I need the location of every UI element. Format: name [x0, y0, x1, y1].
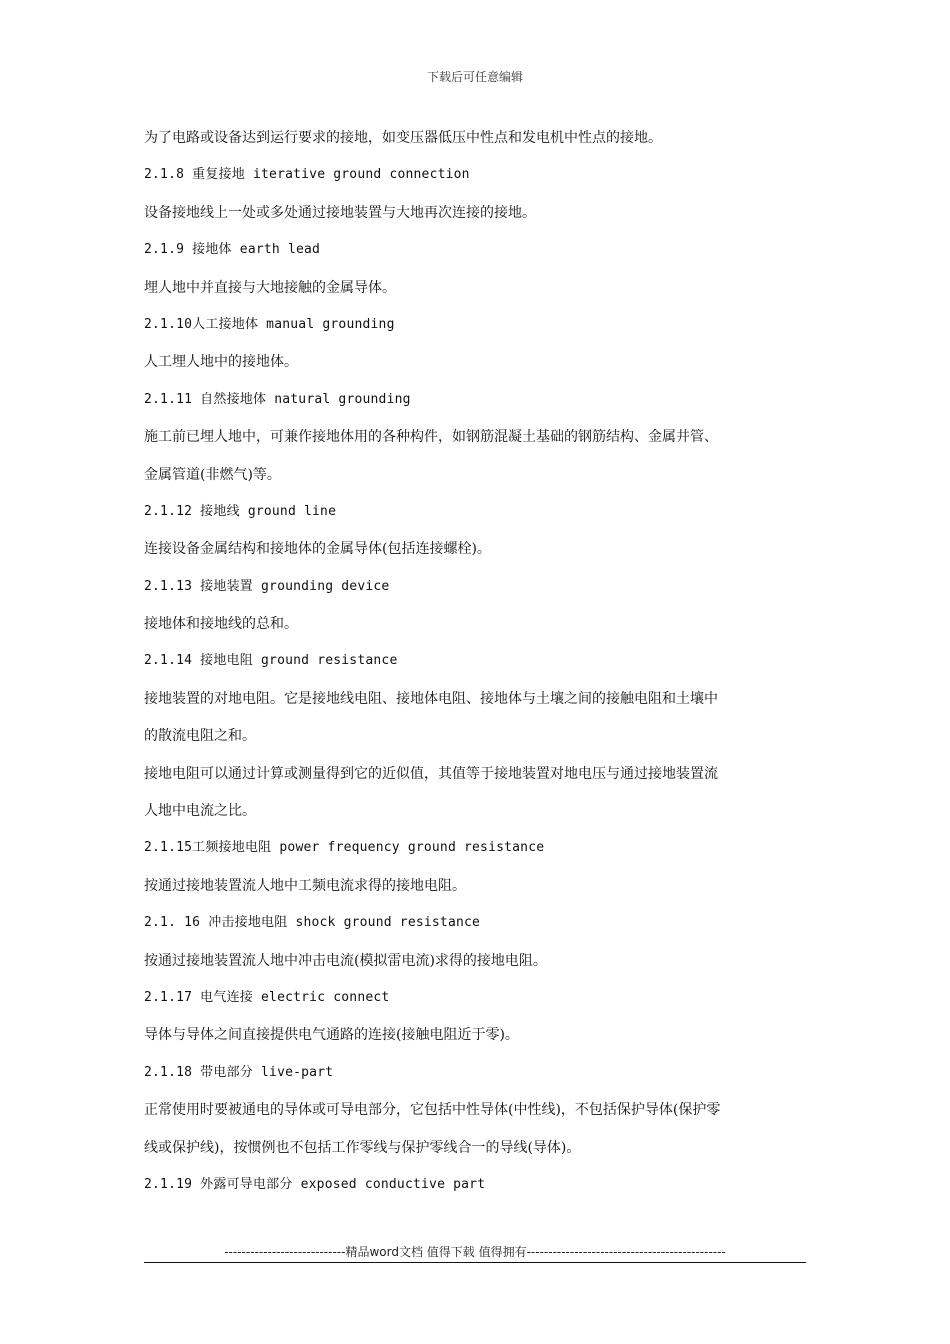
text-line: 接地电阻可以通过计算或测量得到它的近似值，其值等于接地装置对地电压与通过接地装置流	[144, 765, 718, 782]
text-line: 按通过接地装置流人地中冲击电流(模拟雷电流)求得的接地电阻。	[144, 952, 547, 969]
term-heading: 2.1.18 带电部分 live-part	[144, 1064, 334, 1080]
text-line: 为了电路或设备达到运行要求的接地，如变压器低压中性点和发电机中性点的接地。	[144, 130, 662, 146]
text-line: 线或保护线)，按惯例也不包括工作零线与保护零线合一的导线(导体)。	[144, 1139, 581, 1156]
page-footer: ----------------------------精品word文档 值得下载 值得拥有----------------------------------------------	[224, 1245, 726, 1259]
text-line: 正常使用时要被通电的导体或可导电部分，它包括中性导体(中性线)，不包括保护导体(保护零	[144, 1102, 721, 1119]
term-heading: 2.1.9 接地体 earth lead	[144, 242, 321, 258]
footer-divider	[144, 1262, 806, 1263]
term-heading: 2.1.10人工接地体 manual grounding	[144, 316, 395, 332]
text-line: 导体与导体之间直接提供电气通路的连接(接触电阻近于零)。	[144, 1027, 519, 1044]
text-line: 接地装置的对地电阻。它是接地线电阻、接地体电阻、接地体与土壤之间的接触电阻和土壤中	[144, 690, 718, 707]
term-heading: 2.1.19 外露可导电部分 exposed conductive part	[144, 1176, 486, 1192]
text-line: 人地中电流之比。	[144, 803, 256, 820]
text-line: 埋人地中并直接与大地接触的金属导体。	[144, 279, 396, 296]
term-heading: 2.1.8 重复接地 iterative ground connection	[144, 167, 470, 183]
text-line: 的散流电阻之和。	[144, 728, 256, 745]
text-line: 按通过接地装置流人地中工频电流求得的接地电阻。	[144, 877, 466, 894]
document-body	[144, 126, 809, 1210]
term-heading: 2.1.17 电气连接 electric connect	[144, 989, 390, 1005]
term-heading: 2.1.15工频接地电阻 power frequency ground resistance	[144, 840, 545, 856]
term-heading: 2.1.14 接地电阻 ground resistance	[144, 653, 398, 669]
text-line: 施工前已埋人地中，可兼作接地体用的各种构件，如钢筋混凝土基础的钢筋结构、金属井管、	[144, 429, 718, 446]
term-heading: 2.1.12 接地线 ground line	[144, 503, 337, 519]
text-line: 接地体和接地线的总和。	[144, 616, 298, 633]
text-line: 连接设备金属结构和接地体的金属导体(包括连接螺栓)。	[144, 541, 491, 558]
term-heading: 2.1. 16 冲击接地电阻 shock ground resistance	[144, 915, 481, 931]
term-heading: 2.1.11 自然接地体 natural grounding	[144, 391, 411, 407]
text-line: 金属管道(非燃气)等。	[144, 466, 281, 483]
page-header: 下载后可任意编辑	[426, 70, 523, 84]
term-heading: 2.1.13 接地装置 grounding device	[144, 578, 390, 594]
text-line: 设备接地线上一处或多处通过接地装置与大地再次连接的接地。	[144, 204, 536, 221]
text-line: 人工埋人地中的接地体。	[144, 354, 298, 371]
